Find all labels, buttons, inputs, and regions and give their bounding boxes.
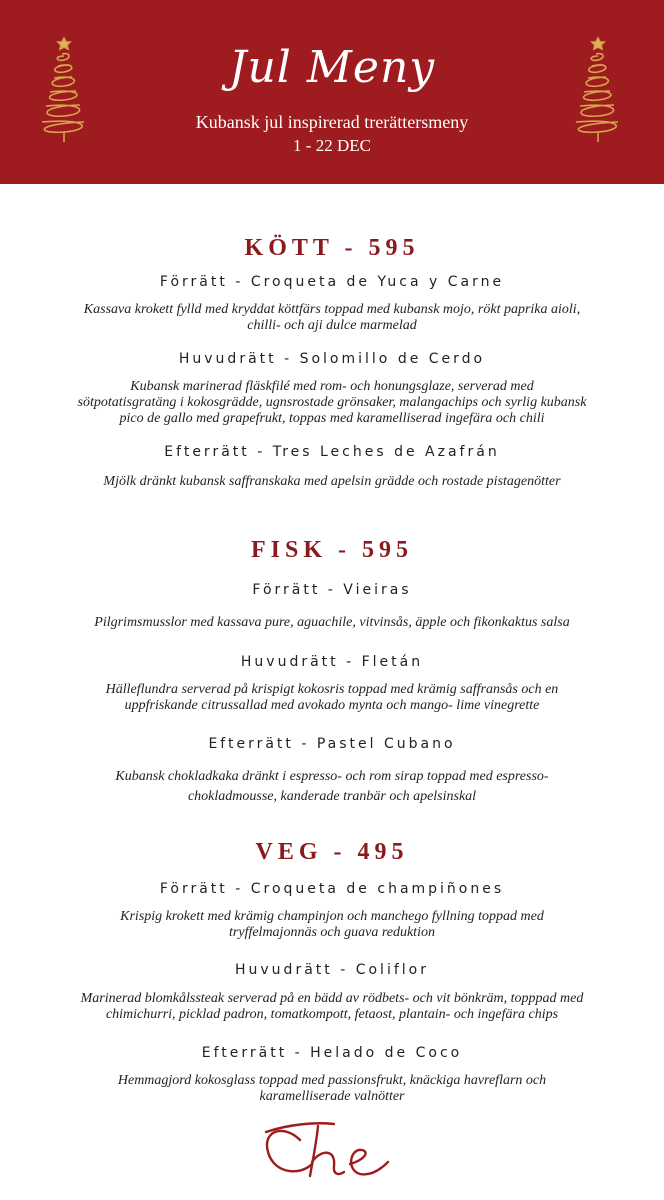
course-dessert: [0, 734, 664, 754]
course-description: [0, 991, 664, 1023]
desc-line: tryffelmajonnäs och guava reduktion: [229, 925, 435, 940]
section-fish: [0, 534, 664, 566]
course-starter: [0, 879, 664, 899]
desc-line: uppfriskande citrussallad med avokado mynta och mango- lime vinegrette: [124, 698, 540, 713]
section-meat: [0, 232, 664, 264]
menu-dates: 1 - 22 DEC: [293, 136, 371, 155]
course-main: [0, 960, 664, 980]
course-name: Förrätt - Vieiras: [252, 582, 412, 598]
course-dessert: [0, 442, 664, 462]
desc-line: Mjölk dränkt kubansk saffranskaka med apelsin grädde och rostade pistagenötter: [103, 474, 561, 489]
desc-line: chokladmousse, kanderade tranbär och apelsinskal: [187, 789, 477, 804]
course-name: Förrätt - Croqueta de champiñones: [159, 881, 505, 897]
course-description: [0, 909, 664, 941]
desc-line: Kubansk marinerad fläskfilé med rom- och honungsglaze, serverad med: [130, 379, 534, 394]
desc-line: Kubansk chokladkaka dränkt i espresso- och rom sirap toppad med espresso-: [115, 769, 549, 784]
desc-line: Kassava krokett fylld med kryddat köttfärs toppad med kubansk mojo, rökt paprika aioli,: [83, 302, 581, 317]
course-name: Efterrätt - Tres Leches de Azafrán: [164, 444, 500, 460]
section-title: FISK - 595: [250, 537, 413, 563]
desc-line: chimichurri, picklad padron, tomatkompott, fetaost, plantain- och ingefära chips: [105, 1007, 559, 1022]
section-veg: [0, 836, 664, 868]
course-starter: [0, 272, 664, 292]
course-description: [0, 474, 664, 490]
section-title: KÖTT - 595: [244, 235, 420, 261]
course-description: [0, 615, 664, 631]
desc-line: Hälleflundra serverad på krispigt kokosris toppad med krämig saffransås och en: [105, 682, 559, 697]
che-signature-logo: [0, 1118, 664, 1188]
desc-line: pico de gallo med grapefrukt, toppas med karamelliserad ingefära och chili: [119, 411, 545, 426]
course-name: Efterrätt - Pastel Cubano: [208, 736, 456, 752]
course-main: [0, 652, 664, 672]
desc-line: sötpotatisgratäng i kokosgrädde, ugnsrostade grönsaker, malangachips och syrlig kubansk: [77, 395, 587, 410]
desc-line: chilli- och aji dulce marmelad: [247, 318, 417, 333]
course-description: [0, 1073, 664, 1105]
course-description: [0, 682, 664, 714]
course-description: [0, 302, 664, 334]
course-name: Efterrätt - Helado de Coco: [201, 1045, 463, 1061]
desc-line: Hemmagjord kokosglass toppad med passionsfrukt, knäckiga havreflarn och: [117, 1073, 547, 1088]
desc-line: Marinerad blomkålssteak serverad på en bädd av rödbets- och vit bönkräm, topppad med: [80, 991, 584, 1006]
menu-subtitle: Kubansk jul inspirerad trerättersmeny: [195, 112, 469, 132]
course-description: [0, 767, 664, 807]
course-name: Huvudrätt - Fletán: [240, 654, 424, 670]
signature-text: Che: [330, 1184, 334, 1185]
course-starter: [0, 580, 664, 600]
desc-line: Krispig krokett med krämig champinjon och manchego fyllning toppad med: [120, 909, 544, 924]
desc-line: Pilgrimsmusslor med kassava pure, aguachile, vitvinsås, äpple och fikonkaktus salsa: [94, 615, 570, 630]
menu-title: Jul Meny: [228, 42, 436, 93]
section-title: VEG - 495: [255, 839, 409, 865]
course-name: Huvudrätt - Solomillo de Cerdo: [178, 351, 486, 367]
course-description: [0, 379, 664, 427]
course-name: Förrätt - Croqueta de Yuca y Carne: [159, 274, 505, 290]
course-name: Huvudrätt - Coliflor: [235, 962, 429, 978]
course-dessert: [0, 1043, 664, 1063]
course-main: [0, 349, 664, 369]
header-banner: [0, 0, 664, 184]
desc-line: karamelliserade valnötter: [259, 1089, 405, 1104]
